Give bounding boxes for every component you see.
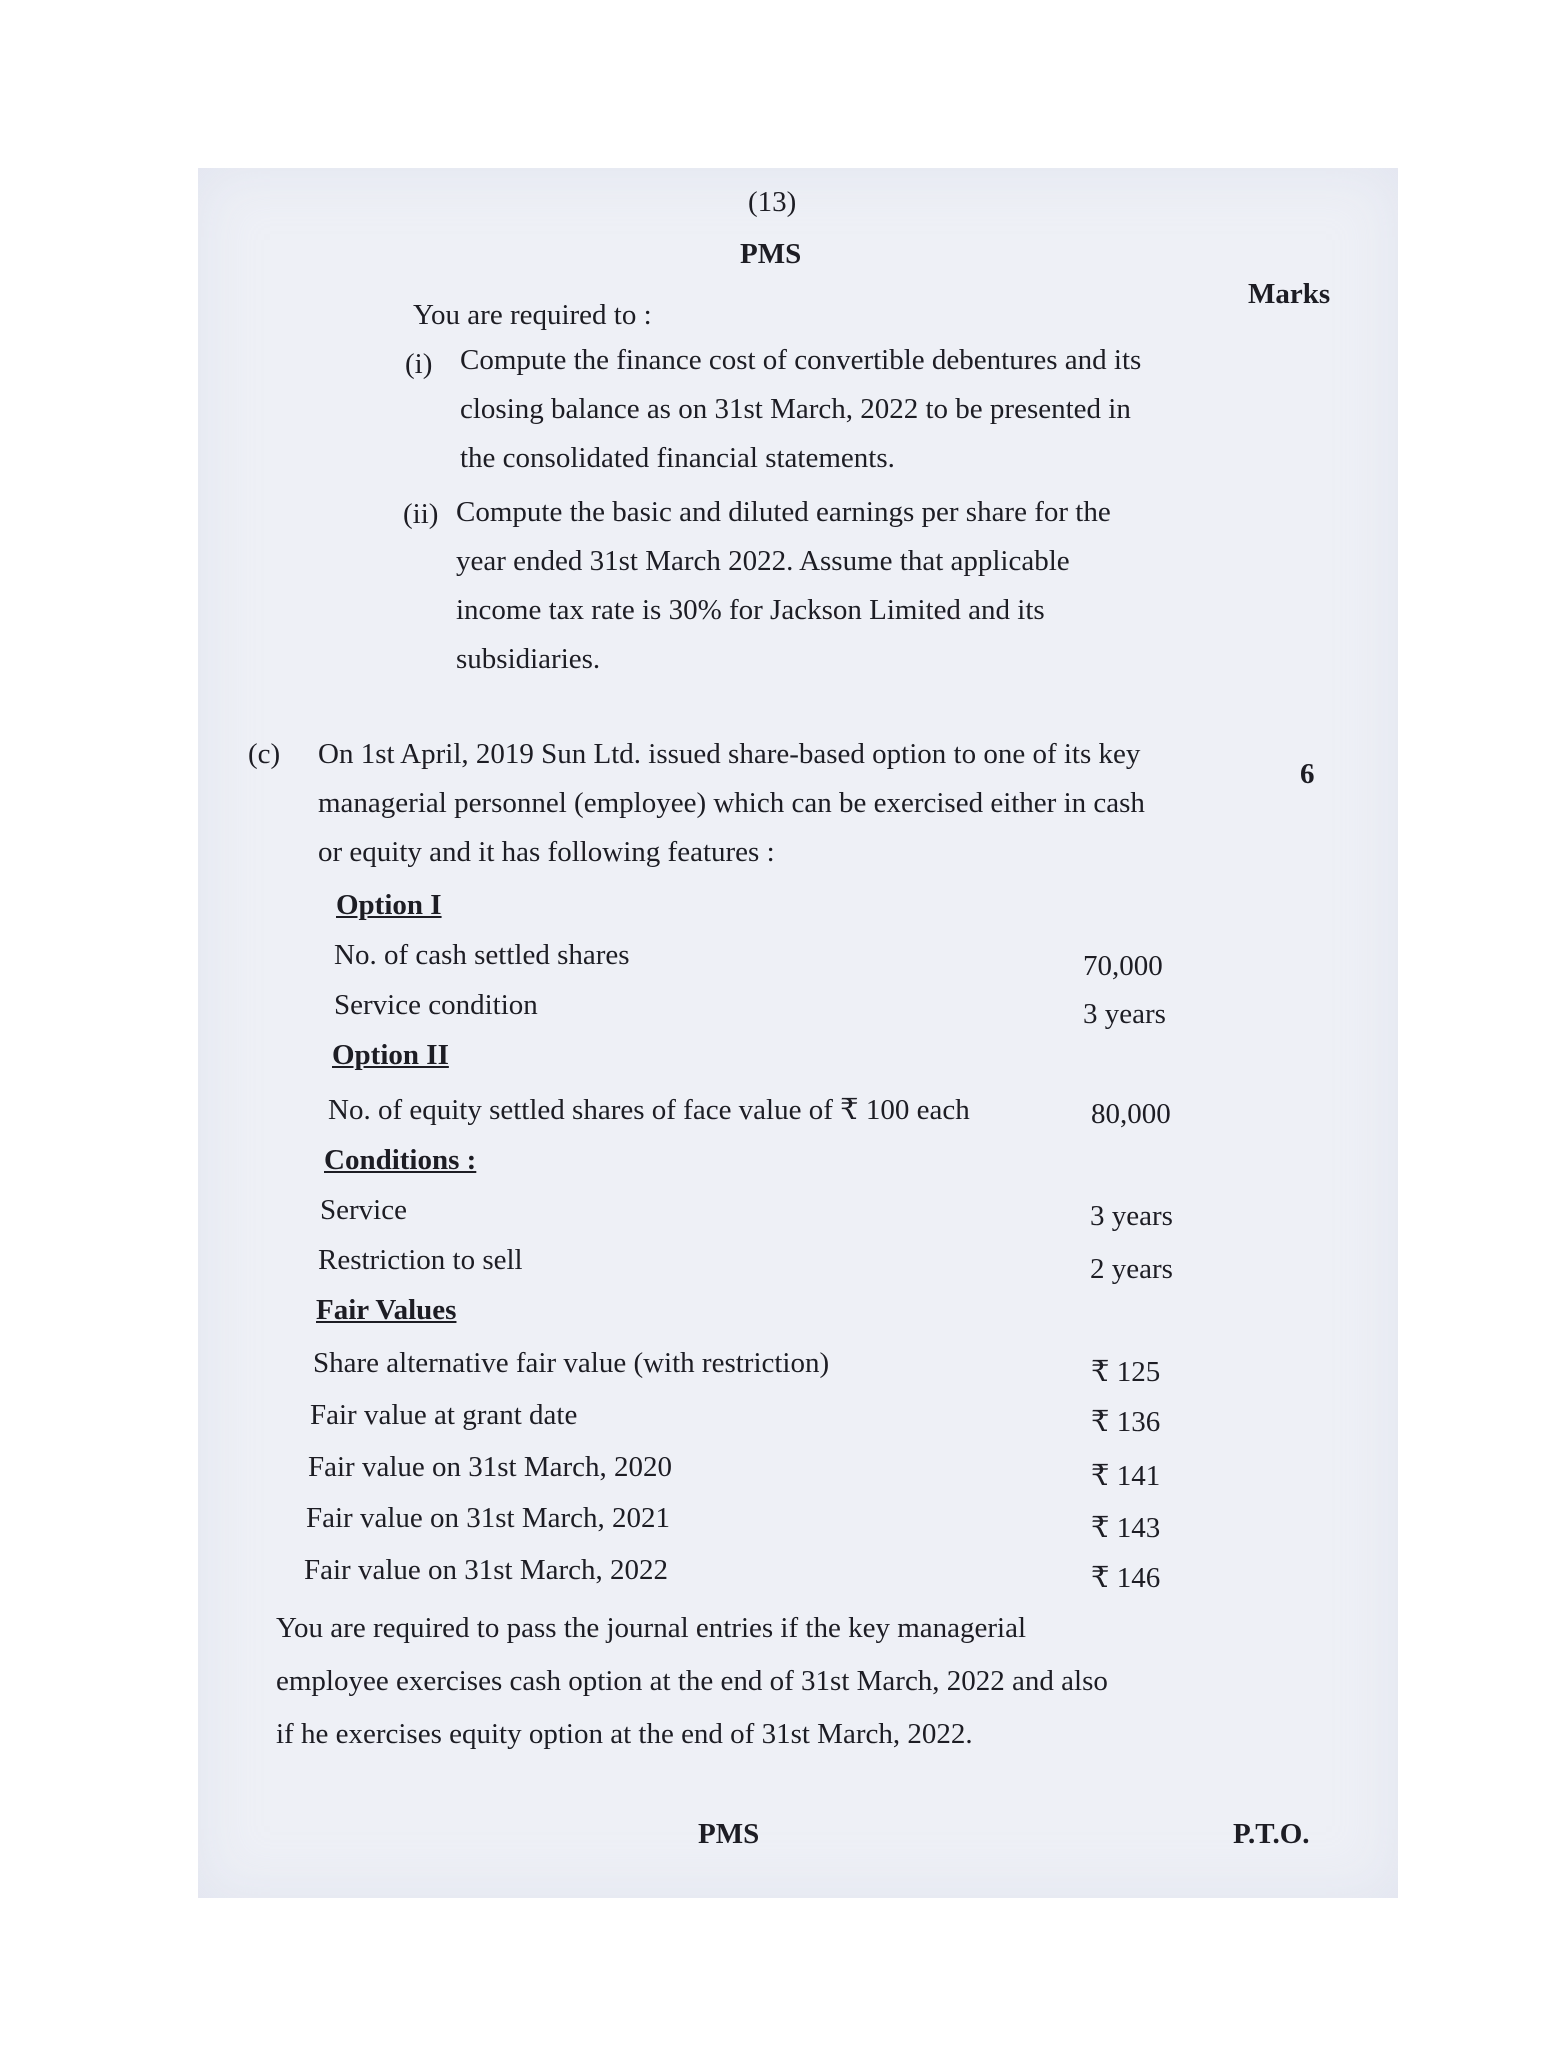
page-number: (13) [748,186,797,218]
option-1-row-1-value: 70,000 [1083,950,1163,982]
conditions-heading: Conditions : [324,1144,477,1176]
fair-value-row-1-label: Share alternative fair value (with restriction) [313,1347,830,1379]
fair-value-row-3-value: ₹ 141 [1091,1460,1161,1492]
item-ii-line-1: Compute the basic and diluted earnings per share for the [456,496,1111,528]
item-ii-line-4: subsidiaries. [456,643,601,675]
pto-label: P.T.O. [1233,1818,1310,1850]
conditions-row-2-value: 2 years [1090,1253,1173,1285]
fair-values-heading: Fair Values [316,1294,457,1326]
option-2-row-1-label: No. of equity settled shares of face value of ₹ 100 each [328,1094,970,1126]
item-ii-text [456,488,1236,684]
item-i-number: (i) [405,348,433,380]
conditions-row-1-value: 3 years [1090,1200,1173,1232]
fair-value-row-4-value: ₹ 143 [1091,1512,1161,1544]
option-1-row-2-label: Service condition [334,989,538,1021]
fair-value-row-3-label: Fair value on 31st March, 2020 [308,1451,673,1483]
item-ii-line-2: year ended 31st March 2022. Assume that applicable [456,545,1070,577]
item-i-text [460,336,1240,483]
fair-value-row-2-value: ₹ 136 [1091,1406,1161,1438]
part-c-closing-line-3: if he exercises equity option at the end of 31st March, 2022. [276,1718,973,1750]
item-ii-number: (ii) [403,498,439,530]
item-ii-line-3: income tax rate is 30% for Jackson Limited and its [456,594,1045,626]
option-2-heading: Option II [332,1039,449,1071]
exam-page [198,168,1398,1898]
required-intro: You are required to : [413,299,652,331]
part-c-intro-line-1: On 1st April, 2019 Sun Ltd. issued share-based option to one of its key [318,738,1141,770]
fair-value-row-2-label: Fair value at grant date [310,1399,578,1431]
option-1-heading: Option I [336,889,442,921]
conditions-row-1-label: Service [320,1194,407,1226]
item-i-line-2: closing balance as on 31st March, 2022 to be presented in [460,393,1131,425]
part-c-marks: 6 [1300,758,1315,790]
part-c-intro-line-3: or equity and it has following features : [318,836,775,868]
paper-code-footer: PMS [698,1818,760,1850]
part-c-closing-line-2: employee exercises cash option at the end of 31st March, 2022 and also [276,1665,1108,1697]
paper-code-header: PMS [740,238,802,270]
conditions-row-2-label: Restriction to sell [318,1244,523,1276]
item-i-line-3: the consolidated financial statements. [460,442,895,474]
part-c-intro-line-2: managerial personnel (employee) which can be exercised either in cash [318,787,1145,819]
part-c-intro [318,730,1268,877]
fair-value-row-4-label: Fair value on 31st March, 2021 [306,1502,671,1534]
item-i-line-1: Compute the finance cost of convertible debentures and its [460,344,1142,376]
fair-value-row-1-value: ₹ 125 [1091,1356,1161,1388]
fair-value-row-5-label: Fair value on 31st March, 2022 [304,1554,669,1586]
part-c-label: (c) [248,738,281,770]
option-1-row-2-value: 3 years [1083,998,1166,1030]
option-2-row-1-value: 80,000 [1091,1098,1171,1130]
marks-column-label: Marks [1248,278,1331,310]
option-1-row-1-label: No. of cash settled shares [334,939,630,971]
part-c-closing [276,1602,1276,1761]
fair-value-row-5-value: ₹ 146 [1091,1562,1161,1594]
part-c-closing-line-1: You are required to pass the journal entries if the key managerial [276,1612,1027,1644]
